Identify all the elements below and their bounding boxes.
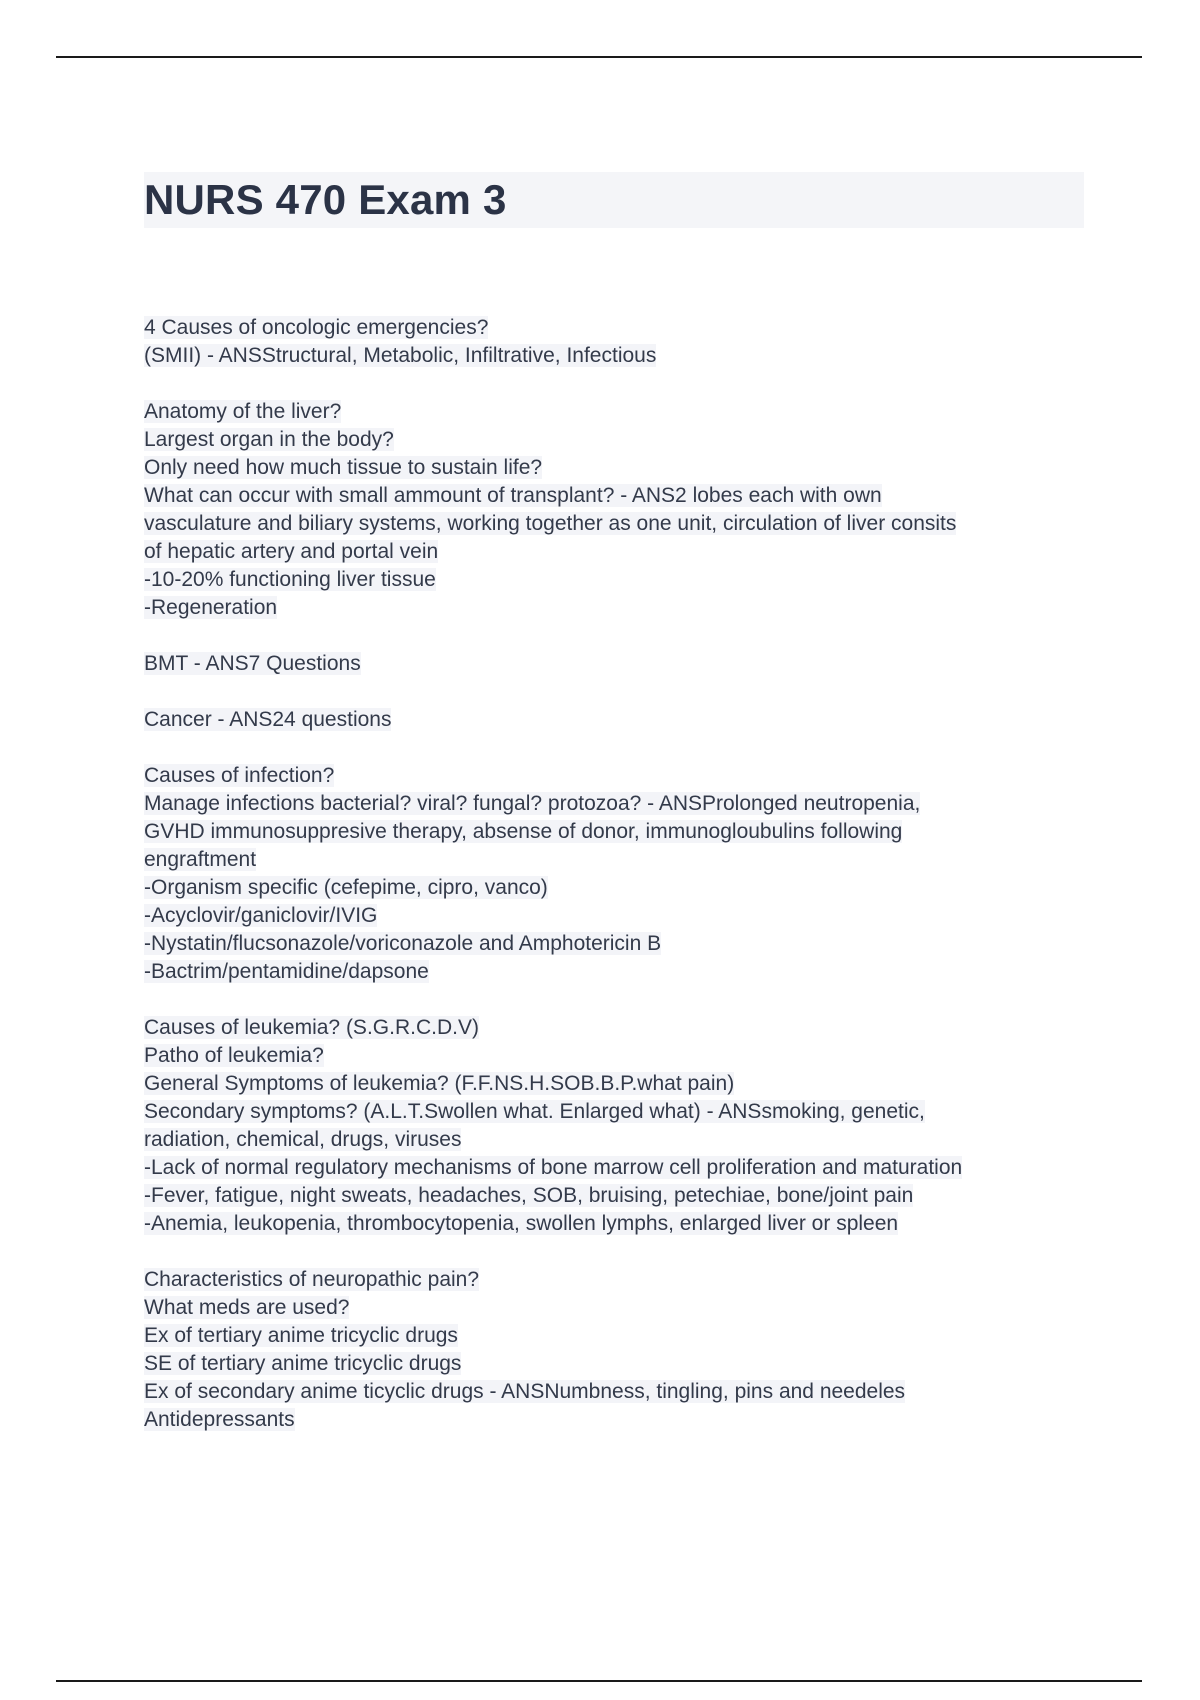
qa-line: Antidepressants [144, 1408, 295, 1431]
qa-line: -10-20% functioning liver tissue [144, 568, 436, 591]
top-rule [56, 56, 1142, 58]
qa-line: Ex of tertiary anime tricyclic drugs [144, 1324, 458, 1347]
bottom-rule [56, 1680, 1142, 1682]
qa-line: Anatomy of the liver? [144, 400, 342, 423]
qa-line: Ex of secondary anime ticyclic drugs - ANSNumbness, tingling, pins and needeles [144, 1380, 906, 1403]
qa-line: -Fever, fatigue, night sweats, headaches, SOB, bruising, petechiae, bone/joint pain [144, 1184, 914, 1207]
title-band [144, 172, 1084, 228]
qa-line: Causes of infection? [144, 764, 335, 787]
qa-line: -Acyclovir/ganiclovir/IVIG [144, 904, 378, 927]
qa-line: radiation, chemical, drugs, viruses [144, 1128, 462, 1151]
qa-line: Largest organ in the body? [144, 428, 394, 451]
qa-line: of hepatic artery and portal vein [144, 540, 439, 563]
qa-item [144, 314, 1084, 370]
qa-line: What can occur with small ammount of transplant? - ANS2 lobes each with own [144, 484, 882, 507]
qa-line: -Lack of normal regulatory mechanisms of bone marrow cell proliferation and maturation [144, 1156, 963, 1179]
qa-line: -Anemia, leukopenia, thrombocytopenia, swollen lymphs, enlarged liver or spleen [144, 1212, 899, 1235]
qa-line: -Regeneration [144, 596, 278, 619]
qa-line: Cancer - ANS24 questions [144, 708, 392, 731]
qa-line: vasculature and biliary systems, working together as one unit, circulation of liver consits [144, 512, 957, 535]
qa-item [144, 398, 1084, 622]
qa-item [144, 762, 1084, 986]
qa-line: Characteristics of neuropathic pain? [144, 1268, 480, 1291]
qa-line: Causes of leukemia? (S.G.R.C.D.V) [144, 1016, 479, 1039]
qa-line: -Bactrim/pentamidine/dapsone [144, 960, 429, 983]
qa-line: -Organism specific (cefepime, cipro, vanco) [144, 876, 548, 899]
qa-item [144, 1014, 1084, 1238]
qa-line: General Symptoms of leukemia? (F.F.NS.H.SOB.B.P.what pain) [144, 1072, 735, 1095]
document-title: NURS 470 Exam 3 [144, 176, 507, 223]
qa-line: Only need how much tissue to sustain life? [144, 456, 543, 479]
document-body [144, 172, 1084, 1462]
qa-line: engraftment [144, 848, 257, 871]
qa-line: GVHD immunosuppresive therapy, absense of donor, immunogloubulins following [144, 820, 903, 843]
qa-line: (SMII) - ANSStructural, Metabolic, Infiltrative, Infectious [144, 344, 657, 367]
qa-item [144, 1266, 1084, 1434]
qa-item [144, 650, 1084, 678]
qa-line: -Nystatin/flucsonazole/voriconazole and Amphotericin B [144, 932, 662, 955]
qa-line: SE of tertiary anime tricyclic drugs [144, 1352, 462, 1375]
qa-list [144, 314, 1084, 1434]
qa-line: What meds are used? [144, 1296, 350, 1319]
qa-line: 4 Causes of oncologic emergencies? [144, 316, 489, 339]
qa-line: BMT - ANS7 Questions [144, 652, 361, 675]
qa-line: Secondary symptoms? (A.L.T.Swollen what. Enlarged what) - ANSsmoking, genetic, [144, 1100, 925, 1123]
qa-item [144, 706, 1084, 734]
qa-line: Patho of leukemia? [144, 1044, 324, 1067]
qa-line: Manage infections bacterial? viral? fungal? protozoa? - ANSProlonged neutropenia, [144, 792, 921, 815]
